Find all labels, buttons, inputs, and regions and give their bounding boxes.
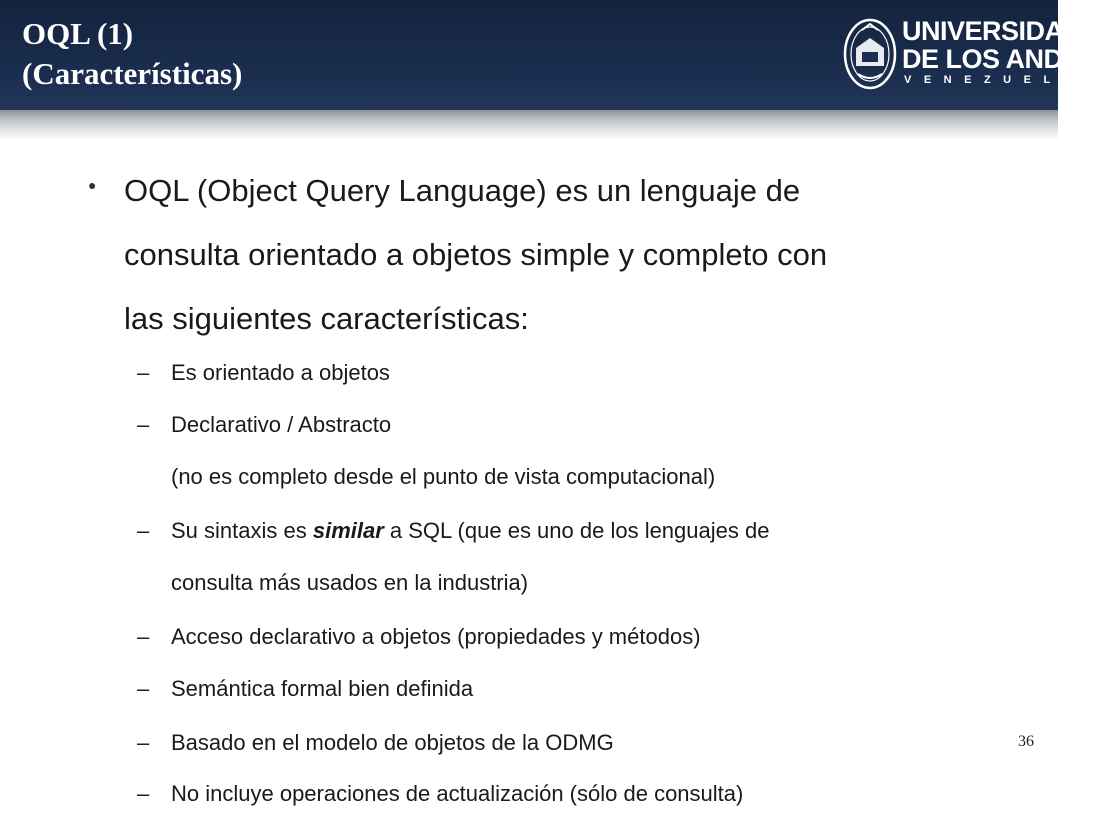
main-bullet-line-2: consulta orientado a objetos simple y completo con [124, 237, 828, 272]
sub-item-text: Declarativo / Abstracto [171, 412, 392, 437]
sub-item-text: Basado en el modelo de objetos de la ODMG [171, 730, 614, 755]
sub-item-text-pre: Su sintaxis es [171, 518, 313, 543]
main-bullet-text [124, 159, 1024, 351]
logo-line-3: VENEZUELA [904, 74, 1084, 86]
main-bullet-icon: ● [88, 177, 97, 193]
sub-item-text: Semántica formal bien definida [171, 676, 474, 701]
sub-item-text: consulta más usados en la industria) [171, 570, 529, 595]
sub-item [0, 399, 1058, 453]
title-line-1: OQL (1) [22, 16, 134, 51]
sub-item-text-post: a SQL (que es uno de los lenguajes de [383, 518, 770, 543]
sub-item [0, 347, 1058, 401]
dash-icon: – [137, 730, 150, 755]
sub-item-text: (no es completo desde el punto de vista computacional) [171, 464, 716, 489]
dash-icon: – [137, 676, 150, 701]
dash-icon: – [137, 518, 150, 543]
sub-item-text: No incluye operaciones de actualización (sólo de consulta) [171, 781, 744, 806]
main-bullet-line-3: las siguientes características: [124, 301, 529, 336]
dash-icon: – [137, 781, 150, 806]
sub-item [0, 663, 1058, 717]
logo-line-1: UNIVERSIDAD [902, 16, 1083, 46]
sub-item-text [171, 505, 769, 557]
sub-item [0, 768, 1058, 806]
logo-line-2: DE LOS ANDES [902, 44, 1098, 74]
sub-item-continuation [0, 451, 1058, 505]
sub-item-text: Es orientado a objetos [171, 360, 390, 385]
emphasis-similar: similar [312, 518, 384, 543]
dash-icon: – [137, 412, 150, 437]
main-bullet-line-1: OQL (Object Query Language) es un lenguaje de [124, 173, 801, 208]
title-line-2: (Características) [22, 56, 243, 91]
sub-item [0, 505, 1058, 559]
sub-item-text: Acceso declarativo a objetos (propiedades y métodos) [171, 624, 701, 649]
sub-item [0, 611, 1058, 665]
sub-item [0, 717, 1058, 771]
sub-item-continuation [0, 557, 1058, 611]
dash-icon: – [137, 624, 150, 649]
dash-icon: – [137, 360, 150, 385]
page-number: 36 [1018, 733, 1034, 750]
